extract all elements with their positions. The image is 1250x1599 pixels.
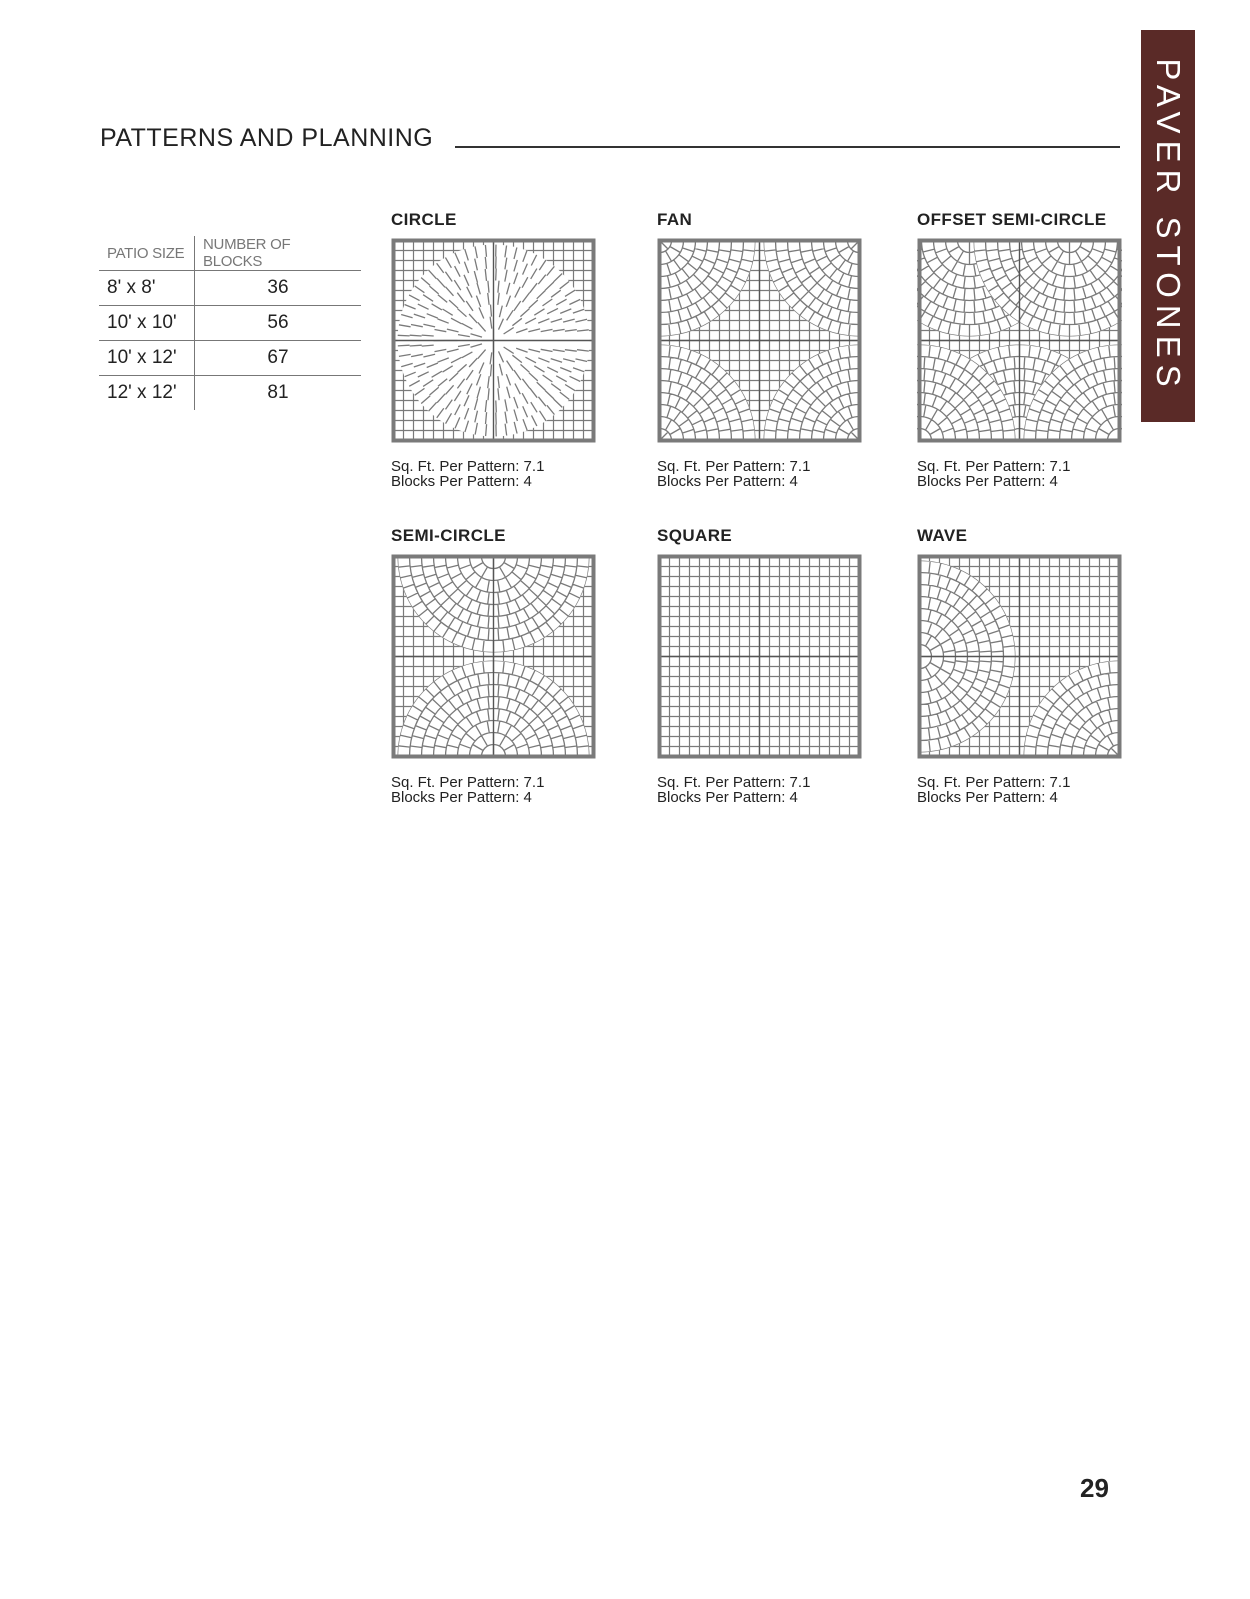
table-cell-number-of-blocks: 81: [195, 376, 362, 411]
section-tab: [1141, 30, 1195, 422]
pattern-title: FAN: [657, 210, 693, 229]
table-row: [99, 306, 361, 341]
pattern-blocks: Blocks Per Pattern: 4: [917, 473, 1058, 490]
page-heading: PATTERNS AND PLANNING: [100, 124, 434, 152]
pattern-blocks: Blocks Per Pattern: 4: [657, 789, 798, 806]
pattern-blocks: Blocks Per Pattern: 4: [391, 473, 532, 490]
pattern-blocks: Blocks Per Pattern: 4: [391, 789, 532, 806]
pattern-title: CIRCLE: [391, 210, 457, 229]
table-cell-patio-size: 8' x 8': [99, 271, 195, 306]
fan-pattern-diagram: [657, 238, 862, 443]
pattern-sqft: Sq. Ft. Per Pattern: 7.1: [917, 774, 1071, 791]
pattern-card-semi-circle: [391, 526, 596, 805]
patio-size-table: [99, 236, 361, 410]
section-tab-label: PAVER STONES: [1150, 58, 1187, 394]
pattern-sqft: Sq. Ft. Per Pattern: 7.1: [391, 774, 545, 791]
table-header-row: [99, 236, 361, 271]
table-cell-number-of-blocks: 56: [195, 306, 362, 341]
page-number: 29: [1080, 1473, 1109, 1503]
square-pattern-diagram: [657, 554, 862, 759]
table-row: [99, 271, 361, 306]
pattern-sqft: Sq. Ft. Per Pattern: 7.1: [657, 774, 811, 791]
pattern-blocks: Blocks Per Pattern: 4: [917, 789, 1058, 806]
table-row: [99, 376, 361, 411]
pattern-card-offset-semi-circle: [917, 210, 1122, 489]
wave-pattern-diagram: [917, 554, 1122, 759]
table-cell-patio-size: 10' x 10': [99, 306, 195, 341]
table-cell-patio-size: 12' x 12': [99, 376, 195, 411]
pattern-sqft: Sq. Ft. Per Pattern: 7.1: [657, 458, 811, 475]
pattern-sqft: Sq. Ft. Per Pattern: 7.1: [391, 458, 545, 475]
pattern-title: SEMI-CIRCLE: [391, 526, 506, 545]
pattern-card-circle: [391, 210, 596, 489]
pattern-sqft: Sq. Ft. Per Pattern: 7.1: [917, 458, 1071, 475]
pattern-card-wave: [917, 526, 1122, 805]
table-cell-number-of-blocks: 36: [195, 271, 362, 306]
pattern-title: SQUARE: [657, 526, 733, 545]
heading-rule: [455, 146, 1120, 148]
pattern-card-square: [657, 526, 862, 805]
circle-pattern-diagram: [391, 238, 596, 443]
pattern-blocks: Blocks Per Pattern: 4: [657, 473, 798, 490]
offset-semi-circle-pattern-diagram: [917, 238, 1122, 443]
table-cell-patio-size: 10' x 12': [99, 341, 195, 376]
table-cell-number-of-blocks: 67: [195, 341, 362, 376]
table-header-number-of-blocks: NUMBER OF BLOCKS: [203, 236, 291, 270]
pattern-title: OFFSET SEMI-CIRCLE: [917, 210, 1107, 229]
pattern-title: WAVE: [917, 526, 968, 545]
table-row: [99, 341, 361, 376]
table-header-patio-size: PATIO SIZE: [99, 236, 195, 271]
pattern-card-fan: [657, 210, 862, 489]
semi-circle-pattern-diagram: [391, 554, 596, 759]
